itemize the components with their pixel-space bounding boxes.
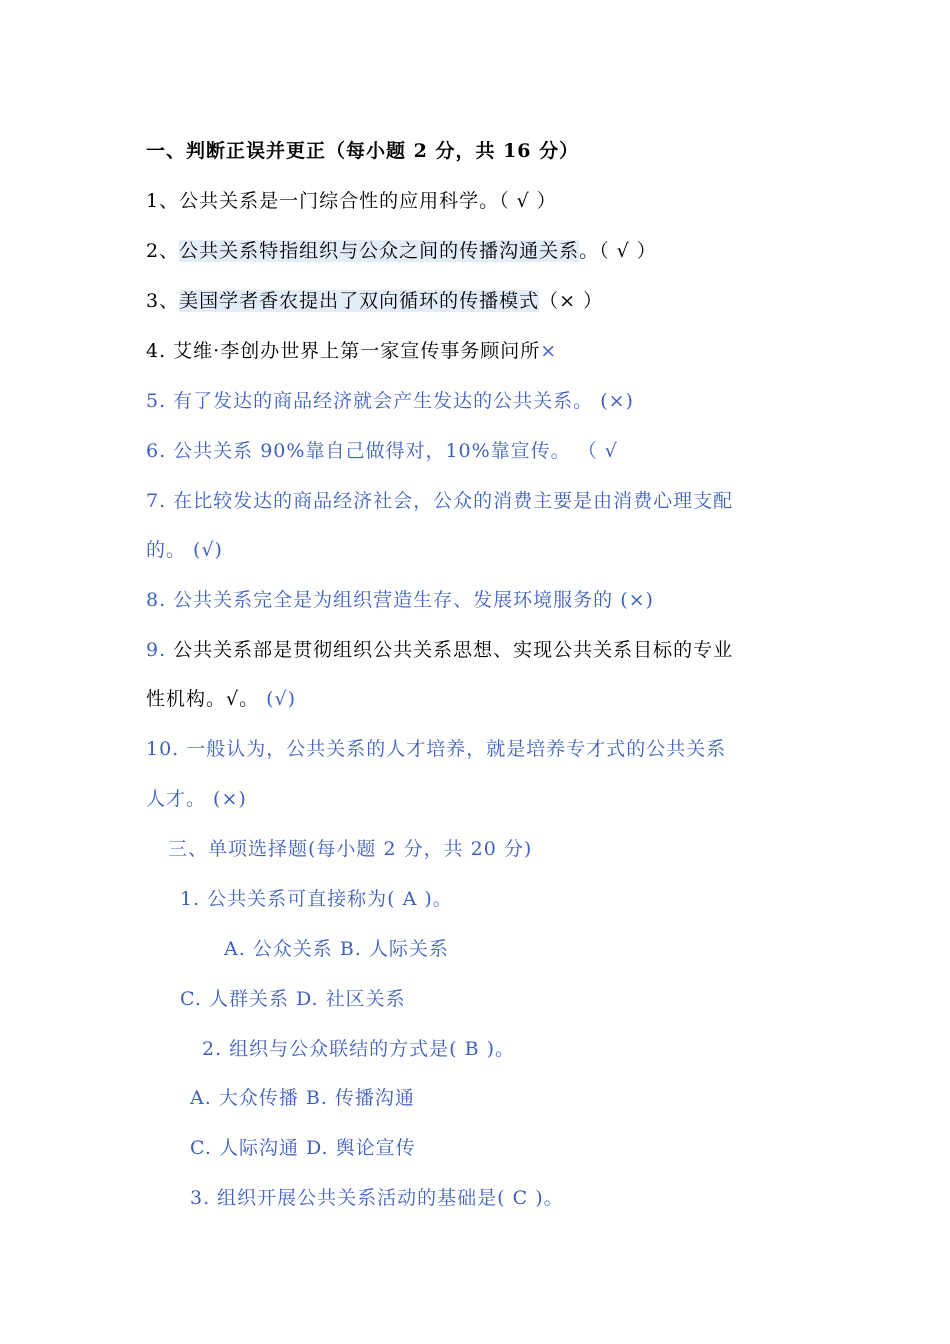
mc-question-2-options-cd: C. 人际沟通 D. 舆论宣传 — [190, 1137, 416, 1159]
question-4-text: 4. 艾维·李创办世界上第一家宣传事务顾问所 — [146, 340, 541, 362]
question-3 — [146, 288, 603, 314]
question-1: 1、公共关系是一门综合性的应用科学。（ √ ） — [146, 190, 557, 212]
question-9-number: 9. — [146, 639, 167, 661]
question-5: 5. 有了发达的商品经济就会产生发达的公共关系。 (×) — [146, 390, 634, 412]
question-10-line-1: 10. 一般认为，公共关系的人才培养，就是培养专才式的公共关系 — [146, 738, 727, 760]
question-9-text-cont: 性机构。√。 — [146, 688, 260, 710]
question-9-text: 公共关系部是贯彻组织公共关系思想、实现公共关系目标的专业 — [166, 639, 734, 661]
question-2-text: 公共关系特指组织与公众之间的传播沟通关系 — [179, 240, 580, 262]
question-9-line-2 — [146, 686, 296, 712]
question-10-line-2: 人才。 (×) — [146, 788, 247, 810]
question-2-number: 2、 — [146, 240, 180, 262]
question-2 — [146, 238, 657, 264]
question-4 — [146, 338, 557, 364]
mc-question-2-options-ab: A. 大众传播 B. 传播沟通 — [190, 1087, 415, 1109]
question-4-answer: × — [540, 340, 558, 362]
question-3-answer: （× ） — [539, 290, 604, 312]
section-3-title: 三、单项选择题(每小题 2 分，共 20 分) — [168, 838, 533, 860]
question-3-number: 3、 — [146, 290, 180, 312]
mc-question-1: 1. 公共关系可直接称为( A )。 — [180, 888, 453, 910]
question-3-text: 美国学者香农提出了双向循环的传播模式 — [179, 290, 540, 312]
question-7-line-2: 的。 (√) — [146, 539, 223, 561]
question-8: 8. 公共关系完全是为组织营造生存、发展环境服务的 (×) — [146, 589, 654, 611]
question-7-line-1: 7. 在比较发达的商品经济社会，公众的消费主要是由消费心理支配 — [146, 490, 734, 512]
mc-question-3: 3. 组织开展公共关系活动的基础是( C )。 — [190, 1187, 564, 1209]
section-1-title: 一、判断正误并更正（每小题 2 分，共 16 分） — [146, 140, 580, 162]
question-9-line-1 — [146, 637, 733, 663]
mc-question-1-options-cd: C. 人群关系 D. 社区关系 — [180, 988, 406, 1010]
question-9-answer: (√) — [259, 688, 297, 710]
mc-question-2: 2. 组织与公众联结的方式是( B )。 — [202, 1038, 516, 1060]
question-2-answer: 。（ √ ） — [579, 240, 657, 262]
question-6: 6. 公共关系 90%靠自己做得对，10%靠宣传。 （ √ — [146, 440, 618, 462]
mc-question-1-options-ab: A. 公众关系 B. 人际关系 — [224, 938, 449, 960]
